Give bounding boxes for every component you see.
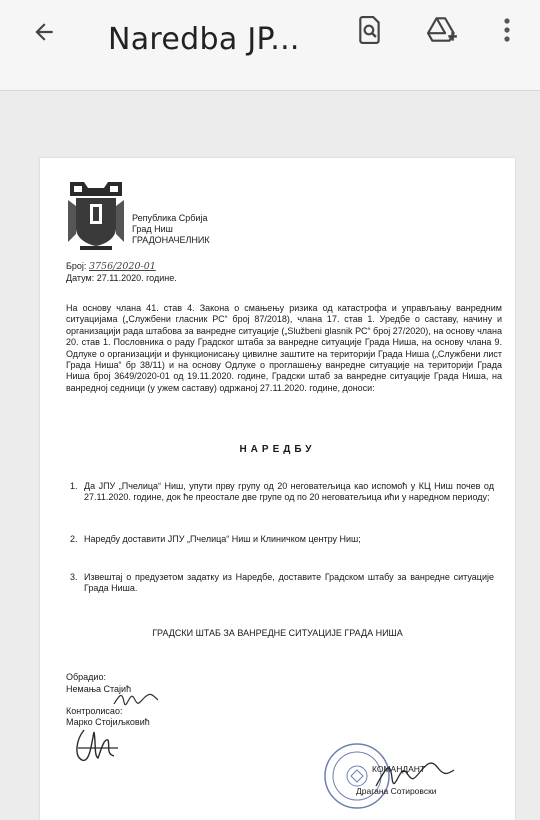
city-coat-of-arms: [66, 180, 126, 252]
commander-title: КОМАНДАНТ: [372, 764, 426, 774]
issuing-body: ГРАДСКИ ШТАБ ЗА ВАНРЕДНЕ СИТУАЦИЈЕ ГРАДА НИША: [152, 628, 403, 638]
controlled-by-name: Марко Стојиљковић: [66, 717, 150, 727]
signature-controlled-by: [70, 726, 130, 766]
order-item-text: Наредбу доставити ЈПУ „Пчелица“ Ниш и Клиничком центру Ниш;: [84, 534, 361, 544]
document-date: Датум: 27.11.2020. године.: [66, 273, 177, 283]
prepared-by-label: Обрадио:: [66, 672, 106, 682]
prepared-by-name: Немања Стајић: [66, 684, 132, 694]
intro-paragraph: На основу члана 41. став 4. Закона о смањењу ризика од катастрофа и управљању ванредним ситуацијама („Службени гласник РС“ број 87/2018), члана 17. став 1. Уредбе о саставу, начину и организацији рада штабова за ванредне ситуације („Službeni glasnik РС“ број 27/2020), на основу члана 20. став 1. Пословника о раду Градског штаба за ванредне ситуације Града Ниша, на основу члана 9. Одлуке о организацији и функционисању цивилне заштите на територији Града Ниша („Службени лист Града Ниша“ бр 38/11) и на основу Одлуке о проглашењу ванредне ситуације на територији Града Ниша број 3649/2020-01 од 19.11.2020. године, Градски штаб за ванредне ситуације Града Ниша, на ванредној седници (у ужем саставу) одржаној 27.11.2020. године, доноси:: [66, 303, 502, 393]
document-title: Naredba JP...: [108, 22, 300, 57]
controlled-by-label: Контролисао:: [66, 706, 123, 716]
order-item: [70, 534, 494, 545]
more-options-button[interactable]: [494, 12, 520, 48]
more-vert-icon: [503, 17, 511, 43]
app-bar: [0, 0, 540, 91]
order-item-text: Да ЈПУ „Пчелица“ Ниш, упути прву групу од 20 неговатељица као испомоћ у КЦ Ниш почев од 27.11.2020. године, док ће преостале две групе од по 20 неговатељица ићи у наредном периоду;: [84, 481, 494, 503]
issuer-header: [132, 213, 210, 246]
search-document-icon: [357, 16, 383, 44]
order-item-number: 1.: [70, 481, 78, 491]
back-arrow-icon: [31, 19, 57, 45]
order-item-number: 3.: [70, 572, 78, 582]
commander-name: Драгана Сотировски: [356, 786, 437, 796]
order-item: [70, 572, 494, 595]
back-button[interactable]: [26, 14, 62, 50]
order-title: НАРЕДБУ: [239, 444, 316, 455]
broj-value: 3756/2020-01: [88, 261, 156, 272]
search-in-document-button[interactable]: [352, 12, 388, 48]
order-item-number: 2.: [70, 534, 78, 544]
document-page: [40, 158, 515, 820]
order-item-text: Извештај о предузетом задатку из Наредбе, доставите Градском штабу за ванредне ситуације Града Ниша.: [84, 572, 494, 594]
document-number: [66, 261, 156, 272]
header-line-mayor: ГРАДОНАЧЕЛНИК: [132, 235, 210, 245]
order-item: [70, 481, 494, 504]
header-line-republic: Република Србија: [132, 213, 208, 223]
add-to-drive-button[interactable]: [425, 12, 461, 48]
broj-label: Број:: [66, 261, 87, 271]
header-line-city: Град Ниш: [132, 224, 173, 234]
add-to-drive-icon: [427, 16, 459, 44]
